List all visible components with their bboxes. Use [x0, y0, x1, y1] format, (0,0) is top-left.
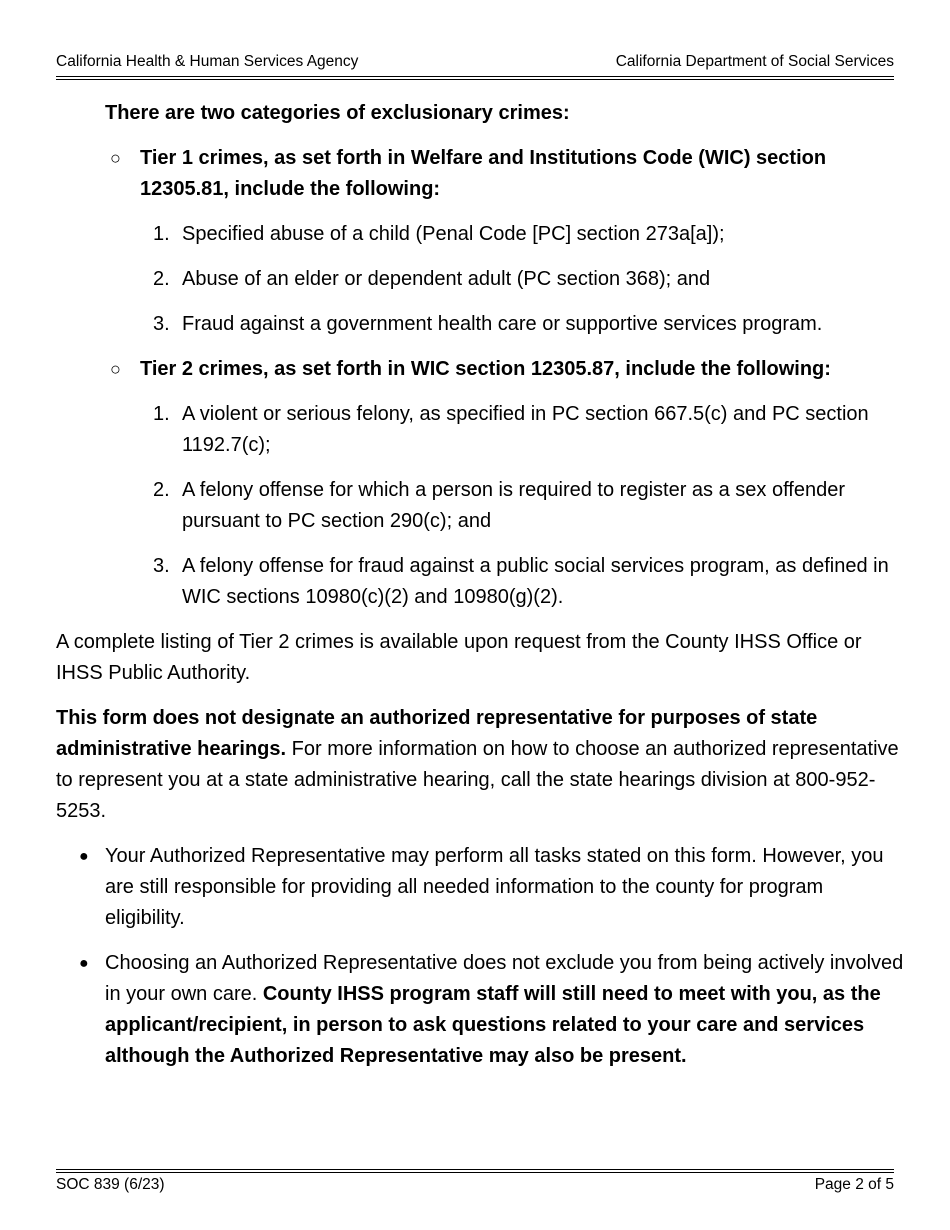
header-agency: California Health & Human Services Agency [56, 53, 359, 70]
list-item: 1. Specified abuse of a child (Penal Code [PC] section 273a[a]); [153, 223, 725, 245]
footer-rule [56, 1169, 894, 1173]
page-body [56, 98, 906, 1086]
page-header [56, 53, 894, 71]
list-item: 3. Fraud against a government health care or supportive services program. [153, 313, 823, 335]
bullet-item-tasks: ● Your Authorized Representative may perform all tasks stated on this form. However, you are still responsible for providing all needed information to the county for program eligibility. [56, 841, 906, 934]
list-item: 1. A violent or serious felony, as specified in PC section 667.5(c) and PC section 1192.7(c); [153, 403, 869, 456]
form-number: SOC 839 (6/23) [56, 1176, 165, 1193]
list-item: 3. A felony offense for fraud against a public social services program, as defined in WIC sections 10980(c)(2) and 10980(g)(2). [153, 555, 889, 608]
intro-heading: There are two categories of exclusionary crimes: [105, 102, 570, 124]
hearing-note-text: For more information on how to choose an authorized representative to represent you at a state administrative hearing, call the state hearings division at 800-952-5253. [56, 738, 899, 822]
circle-bullet-icon: ○ [110, 359, 121, 379]
tier2-list [56, 399, 906, 613]
page-footer [56, 1176, 894, 1194]
hearing-note-bold: This form does not designate an authorized representative for purposes of state administrative hearings. [56, 707, 818, 760]
header-rule [56, 76, 894, 80]
bullet-dot-icon: ● [79, 955, 89, 972]
header-department: California Department of Social Services [615, 53, 894, 70]
tier1-heading: Tier 1 crimes, as set forth in Welfare and Institutions Code (WIC) section 12305.81, include the following: [140, 147, 827, 200]
bullet-dot-icon: ● [79, 848, 89, 865]
bullet-item-involvement: ● Choosing an Authorized Representative does not exclude you from being actively involved in your own care. County IHSS program staff will still need to meet with you, as the applicant/recipient, in person to ask questions related to your care and services although the Authorized Representative may also be present. [56, 948, 906, 1072]
tier2-listing-note: A complete listing of Tier 2 crimes is available upon request from the County IHSS Office or IHSS Public Authority. [56, 631, 862, 684]
tier2-item [56, 354, 906, 385]
list-item: 2. A felony offense for which a person is required to register as a sex offender pursuant to PC section 290(c); and [153, 479, 845, 532]
hearing-note [56, 703, 906, 827]
tier1-item [56, 143, 906, 205]
circle-bullet-icon: ○ [110, 148, 121, 168]
tier1-list [56, 219, 906, 340]
list-item: 2. Abuse of an elder or dependent adult (PC section 368); and [153, 268, 711, 290]
page-number: Page 2 of 5 [814, 1176, 894, 1193]
tier2-heading: Tier 2 crimes, as set forth in WIC section 12305.87, include the following: [140, 358, 831, 380]
